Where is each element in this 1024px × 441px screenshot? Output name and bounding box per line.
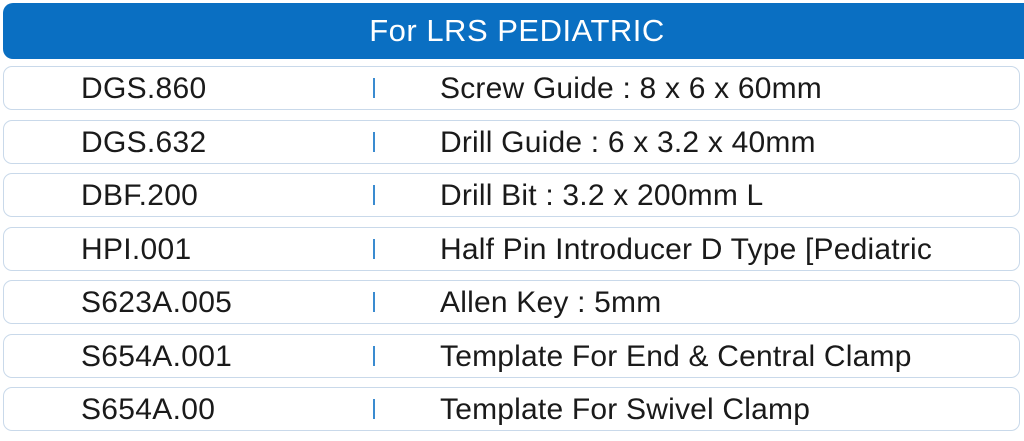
item-code: S654A.001 bbox=[81, 339, 233, 373]
item-description: Drill Bit : 3.2 x 200mm L bbox=[440, 179, 764, 212]
item-code: S623A.005 bbox=[81, 286, 233, 319]
table-row bbox=[3, 66, 1020, 110]
item-code: DGS.860 bbox=[81, 72, 207, 105]
table-row bbox=[3, 227, 1020, 271]
table-header bbox=[3, 3, 1024, 59]
item-code: DBF.200 bbox=[81, 179, 199, 212]
instrument-list bbox=[3, 66, 1020, 441]
table-title: For LRS PEDIATRIC bbox=[369, 13, 665, 48]
item-description: Template For End & Central Clamp bbox=[440, 339, 912, 373]
table-row bbox=[3, 334, 1020, 378]
item-code: HPI.001 bbox=[81, 232, 192, 266]
column-separator bbox=[373, 132, 375, 152]
table-row bbox=[3, 120, 1020, 164]
item-description: Template For Swivel Clamp bbox=[440, 393, 811, 426]
item-code: DGS.632 bbox=[81, 125, 207, 159]
column-separator bbox=[373, 239, 375, 259]
table-row bbox=[3, 387, 1020, 431]
item-code: S654A.00 bbox=[81, 393, 216, 426]
item-description: Screw Guide : 8 x 6 x 60mm bbox=[440, 72, 823, 105]
column-separator bbox=[373, 185, 375, 205]
item-description: Allen Key : 5mm bbox=[440, 286, 662, 319]
table-row bbox=[3, 280, 1020, 324]
column-separator bbox=[373, 346, 375, 366]
item-description: Drill Guide : 6 x 3.2 x 40mm bbox=[440, 125, 816, 159]
table-row bbox=[3, 173, 1020, 217]
column-separator bbox=[373, 78, 375, 98]
item-description: Half Pin Introducer D Type [Pediatric bbox=[440, 232, 933, 266]
column-separator bbox=[373, 399, 375, 419]
column-separator bbox=[373, 292, 375, 312]
